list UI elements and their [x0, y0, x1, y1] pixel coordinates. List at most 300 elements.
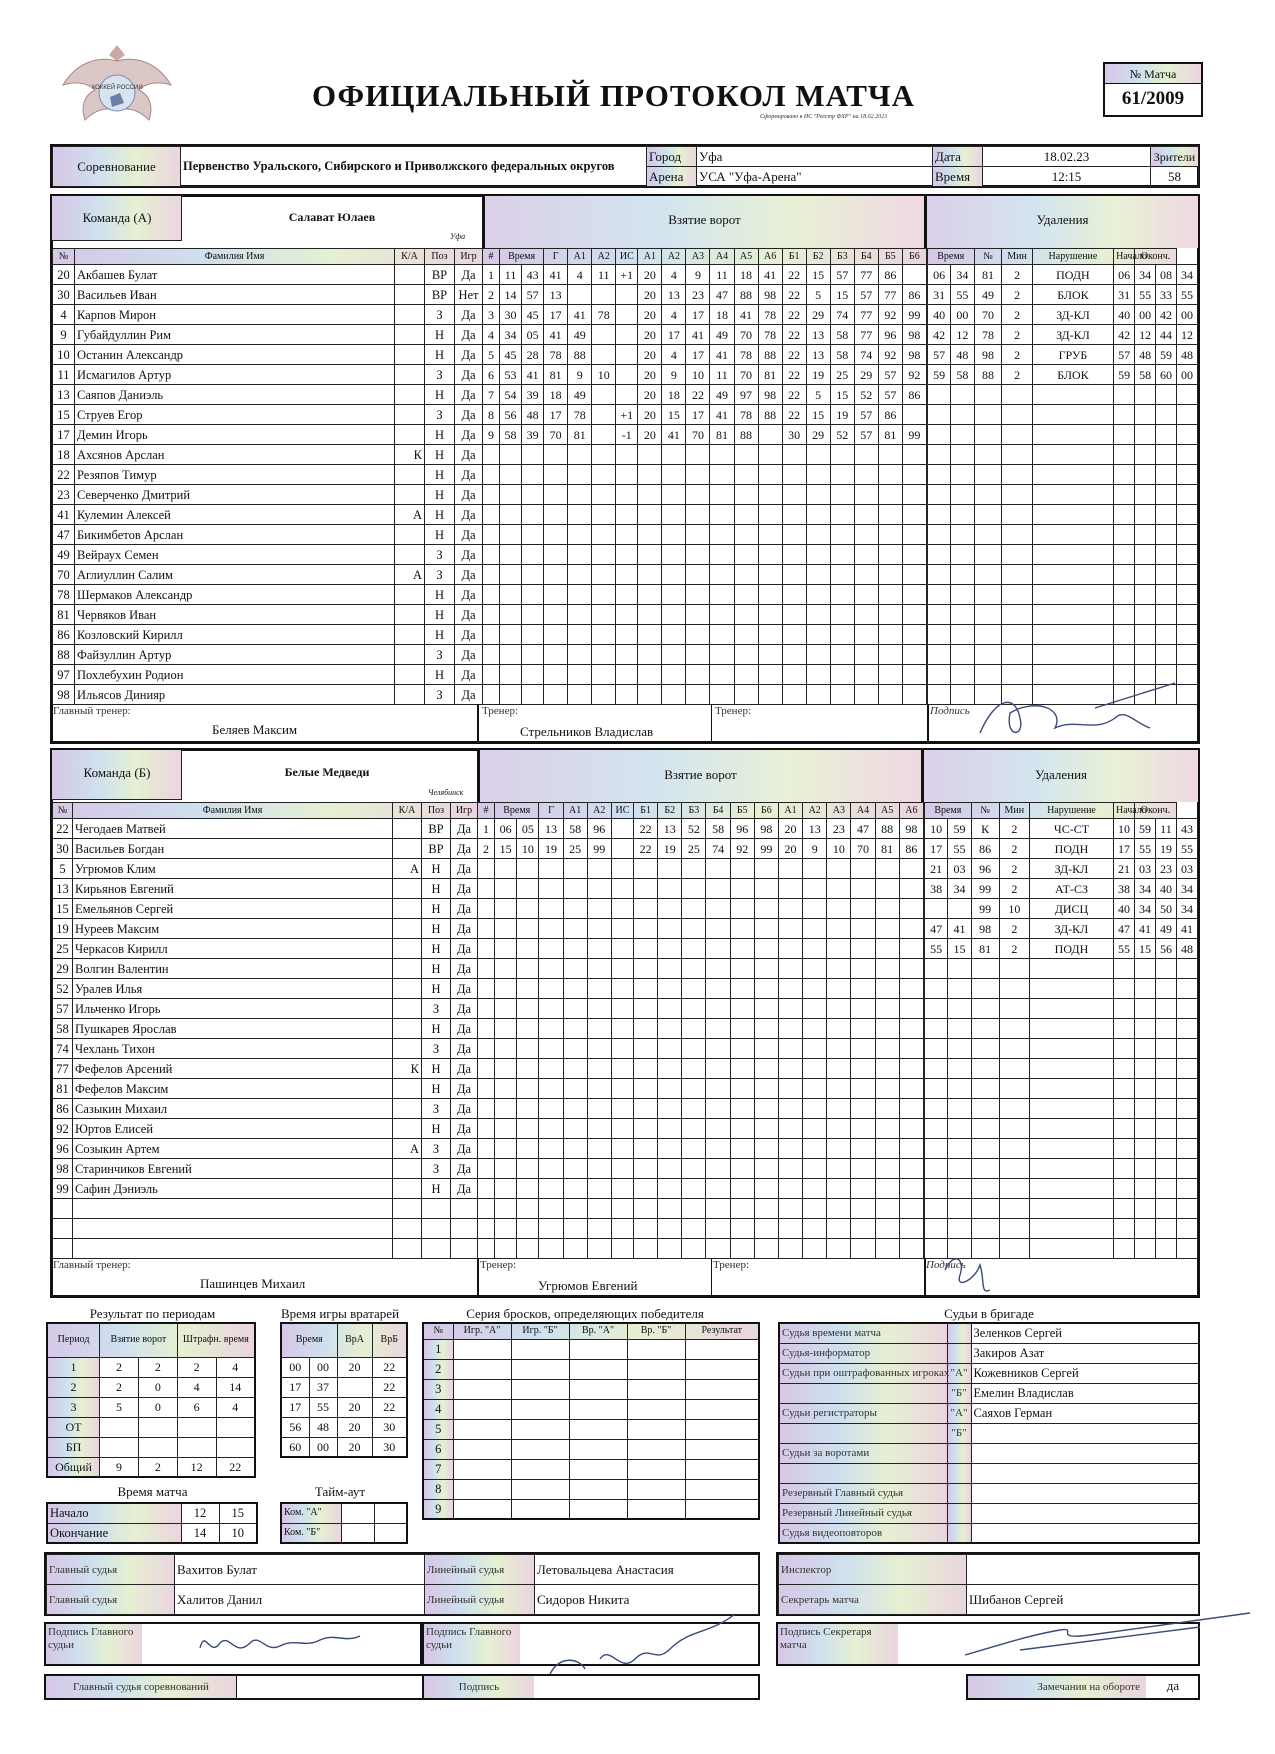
- player-number: [53, 1239, 73, 1259]
- goal-onice-player: 57: [854, 405, 878, 425]
- col-play: Игр: [451, 803, 478, 819]
- goal-row: [478, 859, 924, 879]
- goal-situation: [611, 1019, 633, 1039]
- goal-onice-player: 9: [662, 365, 686, 385]
- player-row: [53, 1219, 478, 1239]
- pen-minutes: 10: [999, 899, 1029, 919]
- pen-infraction: ПОДН: [1032, 265, 1113, 285]
- goal-onice-player: [851, 1159, 875, 1179]
- goal-scorer: [568, 605, 592, 625]
- goalie-time-s: 55: [309, 1397, 337, 1417]
- pen-infraction: ПОДН: [1029, 839, 1113, 859]
- goal-time: [495, 959, 517, 979]
- pen-player: [974, 465, 1002, 485]
- goal-scorer: [563, 979, 587, 999]
- goal-scorer: [539, 979, 563, 999]
- period-goals-b: 2: [138, 1357, 177, 1377]
- goal-onice-player: 22: [782, 285, 806, 305]
- goal-onice-player: [754, 1139, 778, 1159]
- goal-index: [478, 959, 495, 979]
- goal-onice-player: [734, 625, 758, 645]
- referee-row: [779, 1323, 1199, 1343]
- pen-minutes: [1002, 505, 1032, 525]
- goal-scorer: [568, 285, 592, 305]
- pen-time-m: [925, 979, 948, 999]
- goals-col-4: А2: [592, 249, 616, 265]
- goal-onice-player: [758, 465, 782, 485]
- pen-start-s: [1135, 425, 1156, 445]
- player-number: 77: [53, 1059, 73, 1079]
- period-pim-a: 6: [177, 1397, 216, 1417]
- goal-onice-player: 41: [710, 405, 734, 425]
- pen-infraction: [1029, 1119, 1113, 1139]
- goal-onice-player: [706, 1219, 730, 1239]
- player-played: Да: [455, 345, 483, 365]
- pen-start-s: [1135, 645, 1156, 665]
- pen-start-s: [1134, 1179, 1155, 1199]
- penalty-row: [928, 425, 1198, 445]
- shootout-col-5: Результат: [685, 1323, 759, 1339]
- pen-end-s: [1176, 1099, 1197, 1119]
- shootout-cell: [685, 1479, 759, 1499]
- goal-onice-player: [634, 1119, 658, 1139]
- pen-player: [974, 565, 1002, 585]
- goal-onice-player: [638, 525, 662, 545]
- pen-time-m: [928, 505, 951, 525]
- goal-onice-player: [899, 899, 923, 919]
- goal-onice-player: 57: [854, 285, 878, 305]
- goal-scorer: [544, 565, 568, 585]
- penalty-row: [925, 939, 1198, 959]
- goal-row: [478, 839, 924, 859]
- player-number: 92: [53, 1119, 73, 1139]
- pen-time-m: [925, 999, 948, 1019]
- team-b-roster: [52, 802, 478, 1259]
- goal-onice-player: [851, 1139, 875, 1159]
- goal-scorer: [563, 939, 587, 959]
- goal-onice-player: [827, 999, 851, 1019]
- player-name: Резяпов Тимур: [75, 465, 395, 485]
- pen-time-s: [951, 685, 974, 705]
- goal-onice-player: [851, 1039, 875, 1059]
- player-position: Н: [425, 325, 455, 345]
- goal-onice-player: 10: [686, 365, 710, 385]
- goal-time: [522, 585, 544, 605]
- goal-index: [483, 525, 500, 545]
- pen-infraction: [1029, 959, 1113, 979]
- goal-onice-player: 9: [803, 839, 827, 859]
- pen-start-m: [1113, 1059, 1134, 1079]
- goal-scorer: [568, 645, 592, 665]
- goal-time: [517, 1179, 539, 1199]
- goal-row: [483, 565, 927, 585]
- goal-onice-player: 92: [878, 345, 902, 365]
- goal-onice-player: [878, 485, 902, 505]
- pen-infraction: ЗД-КЛ: [1032, 325, 1113, 345]
- goal-onice-player: [758, 505, 782, 525]
- goal-onice-player: 98: [754, 819, 778, 839]
- period-row: [47, 1417, 255, 1437]
- goal-scorer: 18: [544, 385, 568, 405]
- player-name: Ильченко Игорь: [73, 999, 393, 1019]
- goalie-row: [281, 1357, 407, 1377]
- goal-onice-player: [851, 1119, 875, 1139]
- pen-end-s: 55: [1177, 285, 1198, 305]
- goal-scorer: [544, 525, 568, 545]
- pen-infraction: [1029, 1059, 1113, 1079]
- goal-onice-player: 86: [878, 405, 902, 425]
- goal-onice-player: 17: [686, 345, 710, 365]
- pen-col-0: Время: [928, 249, 975, 265]
- match-end-h: 14: [181, 1523, 219, 1543]
- player-row: [53, 425, 483, 445]
- player-role: [393, 1239, 422, 1259]
- player-row: [53, 405, 483, 425]
- referee-team: [947, 1463, 971, 1483]
- player-played: Да: [455, 525, 483, 545]
- pen-time-s: [948, 1079, 971, 1099]
- penalty-row: [928, 405, 1198, 425]
- goal-scorer: [563, 879, 587, 899]
- goal-situation: [611, 1219, 633, 1239]
- player-row: [53, 1159, 478, 1179]
- player-name: Исмагилов Артур: [75, 365, 395, 385]
- onice-col-9: А4: [851, 803, 875, 819]
- pen-start-s: [1135, 585, 1156, 605]
- referee-row: [779, 1423, 1199, 1443]
- pen-time-s: [951, 645, 974, 665]
- goal-onice-player: 77: [854, 265, 878, 285]
- goal-scorer: [563, 1139, 587, 1159]
- goal-onice-player: [827, 1019, 851, 1039]
- player-role: [393, 919, 422, 939]
- goal-onice-player: [682, 859, 706, 879]
- goal-situation: [611, 1039, 633, 1059]
- pen-start-s: 15: [1134, 939, 1155, 959]
- goal-onice-player: [682, 1059, 706, 1079]
- shootout-cell: [569, 1479, 627, 1499]
- goal-onice-player: [878, 645, 902, 665]
- pen-time-m: [925, 899, 948, 919]
- period-col: Период: [47, 1323, 100, 1357]
- player-row: [53, 959, 478, 979]
- goal-index: [478, 1079, 495, 1099]
- goal-onice-player: [878, 665, 902, 685]
- goal-time: 30: [500, 305, 522, 325]
- onice-col-4: А5: [734, 249, 758, 265]
- goal-scorer: 25: [563, 839, 587, 859]
- goal-scorer: [568, 485, 592, 505]
- player-position: З: [425, 545, 455, 565]
- team-b-city: Челябинск: [428, 788, 464, 797]
- team-b-pen-title: Удаления: [1034, 767, 1088, 782]
- player-position: Н: [422, 919, 451, 939]
- goal-time: [517, 899, 539, 919]
- shootout-cell: [627, 1439, 685, 1459]
- goals-col-2: Г: [539, 803, 563, 819]
- pim-col: Штрафн. время: [177, 1323, 255, 1357]
- pen-player: 88: [974, 365, 1002, 385]
- goals-col-1: Время: [495, 803, 539, 819]
- goal-onice-player: [634, 1139, 658, 1159]
- shootout-cell: [511, 1359, 569, 1379]
- goal-onice-player: [782, 565, 806, 585]
- player-number: 20: [53, 265, 75, 285]
- pen-time-s: [948, 1199, 971, 1219]
- player-number: 9: [53, 325, 75, 345]
- chief-referee1: Вахитов Булат: [175, 1555, 425, 1585]
- referee-role: Судья времени матча: [779, 1323, 947, 1343]
- goal-scorer: [587, 899, 611, 919]
- player-row: [53, 665, 483, 685]
- goal-situation: [616, 505, 638, 525]
- goal-onice-player: [830, 625, 854, 645]
- goal-onice-player: 20: [778, 819, 802, 839]
- goal-row: [483, 405, 927, 425]
- player-role: [395, 345, 425, 365]
- pen-start-s: [1135, 525, 1156, 545]
- fhr-logo: [55, 35, 180, 140]
- player-position: ВР: [422, 839, 451, 859]
- goal-time: [500, 585, 522, 605]
- goal-onice-player: [730, 939, 754, 959]
- goal-index: [478, 1199, 495, 1219]
- goal-onice-player: 81: [875, 839, 899, 859]
- goal-onice-player: [806, 585, 830, 605]
- shootout-index: 4: [423, 1399, 453, 1419]
- goal-onice-player: [758, 425, 782, 445]
- goal-scorer: [539, 1079, 563, 1099]
- pen-end-m: 33: [1156, 285, 1177, 305]
- goal-onice-player: [778, 1139, 802, 1159]
- team-b-goals-title: Взятие ворот: [664, 767, 737, 782]
- city-label: Город: [647, 147, 697, 167]
- goal-time: [495, 919, 517, 939]
- goal-onice-player: [730, 1079, 754, 1099]
- goal-situation: [616, 605, 638, 625]
- pen-time-s: 34: [951, 265, 974, 285]
- goal-onice-player: [803, 1039, 827, 1059]
- goal-onice-player: [782, 525, 806, 545]
- goal-onice-player: [875, 1239, 899, 1259]
- shootout-cell: [569, 1419, 627, 1439]
- penalty-row: [925, 1179, 1198, 1199]
- player-row: [53, 285, 483, 305]
- pen-end-m: [1155, 979, 1176, 999]
- goal-row: [483, 685, 927, 705]
- player-number: 13: [53, 385, 75, 405]
- pen-player: [974, 505, 1002, 525]
- pen-end-m: 42: [1156, 305, 1177, 325]
- pen-start-m: 31: [1114, 285, 1135, 305]
- player-position: З: [425, 305, 455, 325]
- goal-onice-player: [875, 939, 899, 959]
- goal-time: [517, 1119, 539, 1139]
- col-no: №: [53, 803, 73, 819]
- referee-name: Кожевников Сергей: [971, 1363, 1199, 1383]
- pen-minutes: [1002, 545, 1032, 565]
- goal-onice-player: 5: [806, 385, 830, 405]
- period-name: ОТ: [47, 1417, 100, 1437]
- pen-infraction: [1032, 485, 1113, 505]
- pen-end-s: [1176, 1039, 1197, 1059]
- penalty-row: [925, 959, 1198, 979]
- player-number: 86: [53, 625, 75, 645]
- pen-time-m: 38: [925, 879, 948, 899]
- goal-onice-player: [830, 685, 854, 705]
- player-position: [422, 1219, 451, 1239]
- goal-onice-player: [803, 1199, 827, 1219]
- goal-situation: [616, 645, 638, 665]
- chief-referee-signature: [195, 1618, 375, 1668]
- team-b-head-coach: Пашинцев Михаил: [200, 1276, 306, 1291]
- pen-infraction: [1032, 645, 1113, 665]
- team-a-goals-title: Взятие ворот: [668, 212, 741, 227]
- chief-referee2: Халитов Данил: [175, 1585, 425, 1615]
- player-position: Н: [425, 625, 455, 645]
- pen-time-m: [925, 1079, 948, 1099]
- goal-onice-player: [778, 1199, 802, 1219]
- referee-name: Емелин Владислав: [971, 1383, 1199, 1403]
- player-number: 19: [53, 919, 73, 939]
- goal-onice-player: 92: [878, 305, 902, 325]
- period-goals-b: [138, 1437, 177, 1457]
- goal-onice-player: [806, 665, 830, 685]
- goal-onice-player: [827, 879, 851, 899]
- pen-start-m: [1113, 1179, 1134, 1199]
- shootout-index: 2: [423, 1359, 453, 1379]
- goal-time: [495, 1239, 517, 1259]
- pen-player: [974, 405, 1002, 425]
- pen-end-s: 00: [1177, 305, 1198, 325]
- player-name: Чехлань Тихон: [73, 1039, 393, 1059]
- period-goals-a: [100, 1437, 139, 1457]
- goal-onice-player: [686, 585, 710, 605]
- goal-time: [495, 1019, 517, 1039]
- goal-onice-player: 10: [827, 839, 851, 859]
- goal-scorer: 78: [568, 405, 592, 425]
- goal-onice-player: [806, 645, 830, 665]
- player-row: [53, 685, 483, 705]
- goal-index: 3: [483, 305, 500, 325]
- penalty-row: [925, 1019, 1198, 1039]
- goal-onice-player: [778, 899, 802, 919]
- goal-onice-player: [778, 1019, 802, 1039]
- goal-onice-player: [634, 999, 658, 1019]
- pen-infraction: [1029, 1019, 1113, 1039]
- goal-onice-player: [706, 1079, 730, 1099]
- pen-player: [971, 1079, 999, 1099]
- goals-col-3: А1: [568, 249, 592, 265]
- player-row: [53, 1239, 478, 1259]
- pen-infraction: ЗД-КЛ: [1029, 919, 1113, 939]
- penalty-row: [928, 525, 1198, 545]
- goal-onice-player: [730, 999, 754, 1019]
- goal-index: 1: [483, 265, 500, 285]
- goal-time: [500, 645, 522, 665]
- pen-time-s: [948, 959, 971, 979]
- goal-scorer: [544, 605, 568, 625]
- player-number: 5: [53, 859, 73, 879]
- goal-situation: +1: [616, 265, 638, 285]
- pen-time-s: [948, 1119, 971, 1139]
- player-position: З: [425, 565, 455, 585]
- goal-onice-player: [706, 1179, 730, 1199]
- pen-end-m: 56: [1155, 939, 1176, 959]
- player-role: [395, 425, 425, 445]
- player-played: Да: [455, 585, 483, 605]
- goal-scorer: [592, 605, 616, 625]
- goalie-row: [281, 1437, 407, 1457]
- goal-onice-player: [754, 1119, 778, 1139]
- goalie-time-s: 48: [309, 1417, 337, 1437]
- penalty-row: [925, 1139, 1198, 1159]
- pen-time-s: 41: [948, 919, 971, 939]
- player-role: [395, 485, 425, 505]
- player-role: [393, 1119, 422, 1139]
- pen-start-s: [1134, 1119, 1155, 1139]
- shootout-index: 5: [423, 1419, 453, 1439]
- goal-onice-player: [758, 585, 782, 605]
- player-position: З: [425, 365, 455, 385]
- goal-situation: [616, 325, 638, 345]
- goal-onice-player: [782, 505, 806, 525]
- goal-onice-player: [830, 665, 854, 685]
- pen-time-m: [925, 1139, 948, 1159]
- pen-start-s: 34: [1134, 879, 1155, 899]
- sign-chief2-label: Подпись Главного судьи: [424, 1624, 520, 1664]
- goal-onice-player: 9: [686, 265, 710, 285]
- goal-onice-player: [899, 1019, 923, 1039]
- goal-onice-player: [854, 525, 878, 545]
- col-ka: К/А: [393, 803, 422, 819]
- player-row: [53, 365, 483, 385]
- goal-onice-player: 17: [686, 305, 710, 325]
- referee-role: Судьи регистраторы: [779, 1403, 947, 1423]
- referee-name: Закиров Азат: [971, 1343, 1199, 1363]
- match-time-title: Время матча: [117, 1484, 188, 1499]
- player-position: Н: [425, 605, 455, 625]
- goal-situation: [611, 899, 633, 919]
- pen-minutes: 2: [1002, 325, 1032, 345]
- goal-onice-player: [875, 1139, 899, 1159]
- goal-onice-player: [782, 645, 806, 665]
- goal-situation: [611, 879, 633, 899]
- player-name: Червяков Иван: [75, 605, 395, 625]
- pen-time-s: [951, 525, 974, 545]
- player-played: Да: [451, 939, 478, 959]
- pen-infraction: ПОДН: [1029, 939, 1113, 959]
- penalty-row: [928, 385, 1198, 405]
- pen-minutes: [999, 1099, 1029, 1119]
- shootout-cell: [569, 1359, 627, 1379]
- player-name: Аглиуллин Салим: [75, 565, 395, 585]
- match-time-table: [46, 1502, 258, 1544]
- onice-col-0: Б1: [634, 803, 658, 819]
- goal-onice-player: [658, 899, 682, 919]
- goal-index: [478, 919, 495, 939]
- goal-time: [522, 545, 544, 565]
- goal-time: 28: [522, 345, 544, 365]
- pen-end-s: [1177, 565, 1198, 585]
- goal-scorer: [539, 1039, 563, 1059]
- pen-col-1: №: [974, 249, 1002, 265]
- player-name: [73, 1219, 393, 1239]
- pen-player: [974, 525, 1002, 545]
- pen-start-s: [1134, 1059, 1155, 1079]
- goal-onice-player: [899, 1099, 923, 1119]
- goal-time: [517, 919, 539, 939]
